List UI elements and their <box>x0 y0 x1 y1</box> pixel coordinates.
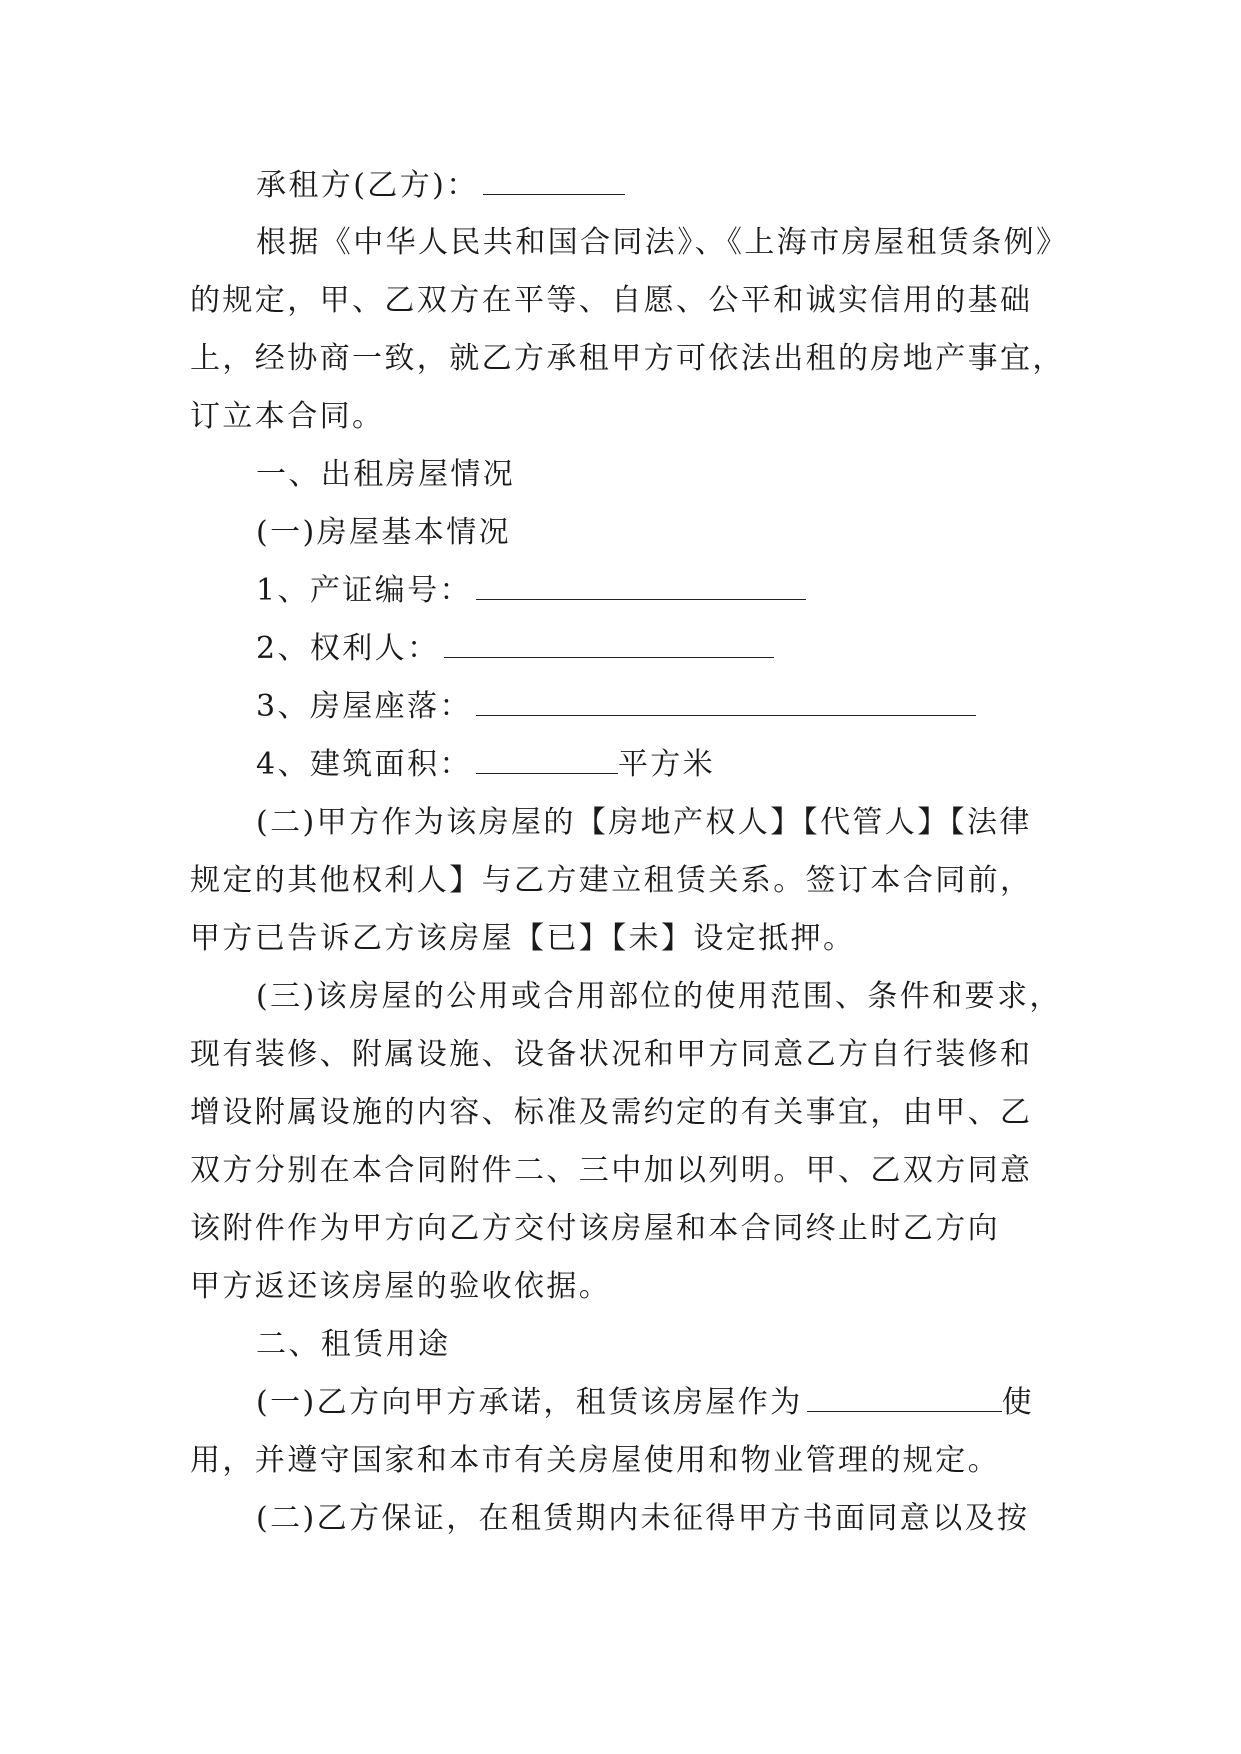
intro-line-2: 的规定，甲、乙双方在平等、自愿、公平和诚实信用的基础 <box>190 283 1033 318</box>
location-label: 3、房屋座落： <box>256 689 472 724</box>
intro-line-3: 上，经协商一致，就乙方承租甲方可依法出租的房地产事宜， <box>190 341 1065 376</box>
lessee-line <box>256 166 625 206</box>
section-heading-1: 一、出租房屋情况 <box>256 457 516 492</box>
clause-1-3-line-5: 该附件作为甲方向乙方交付该房屋和本合同终止时乙方向 <box>190 1211 1000 1246</box>
clause-2-2-line-1: (二)乙方保证，在租赁期内未征得甲方书面同意以及按 <box>256 1501 1030 1536</box>
clause-1-3-line-3: 增设附属设施的内容、标准及需约定的有关事宜，由甲、乙 <box>190 1095 1033 1130</box>
clause-1-2-line-3: 甲方已告诉乙方该房屋【已】【未】设定抵押。 <box>190 921 856 956</box>
intro-line-4: 订立本合同。 <box>190 399 385 434</box>
area-line <box>256 745 715 785</box>
clause-2-1-line-2: 用，并遵守国家和本市有关房屋使用和物业管理的规定。 <box>190 1443 1000 1478</box>
right-holder-label: 2、权利人： <box>256 631 440 666</box>
right-holder-line <box>256 629 774 669</box>
area-unit: 平方米 <box>617 747 716 782</box>
location-line <box>256 687 976 727</box>
usage-label: (一)乙方向甲方承诺，租赁该房屋作为 <box>256 1385 803 1420</box>
property-cert-line <box>256 571 806 611</box>
clause-1-3-line-1: (三)该房屋的公用或合用部位的使用范围、条件和要求， <box>256 979 1062 1014</box>
clause-1-3-line-6: 甲方返还该房屋的验收依据。 <box>190 1269 612 1304</box>
area-blank <box>476 751 618 774</box>
usage-suffix: 使 <box>1001 1385 1035 1420</box>
clause-1-2-line-1: (二)甲方作为该房屋的【房地产权人】【代管人】【法律 <box>256 805 1032 840</box>
clause-1-3-line-2: 现有装修、附属设施、设备状况和甲方同意乙方自行装修和 <box>190 1037 1033 1072</box>
usage-blank <box>807 1389 1002 1412</box>
subsection-heading-1-1: (一)房屋基本情况 <box>256 515 512 550</box>
intro-line-1: 根据《中华人民共和国合同法》、《上海市房屋租赁条例》 <box>256 225 1069 260</box>
clause-1-2-line-2: 规定的其他权利人】与乙方建立租赁关系。签订本合同前， <box>190 863 1033 898</box>
section-heading-2: 二、租赁用途 <box>256 1327 451 1362</box>
clause-1-3-line-4: 双方分别在本合同附件二、三中加以列明。甲、乙双方同意 <box>190 1153 1033 1188</box>
lessee-blank <box>483 172 625 195</box>
right-holder-blank <box>444 635 774 658</box>
location-blank <box>476 693 976 716</box>
area-label: 4、建筑面积： <box>256 747 472 782</box>
usage-line <box>256 1383 1034 1423</box>
property-cert-blank <box>476 577 806 600</box>
property-cert-label: 1、产证编号： <box>256 573 472 608</box>
lessee-label: 承租方(乙方)： <box>256 168 479 203</box>
